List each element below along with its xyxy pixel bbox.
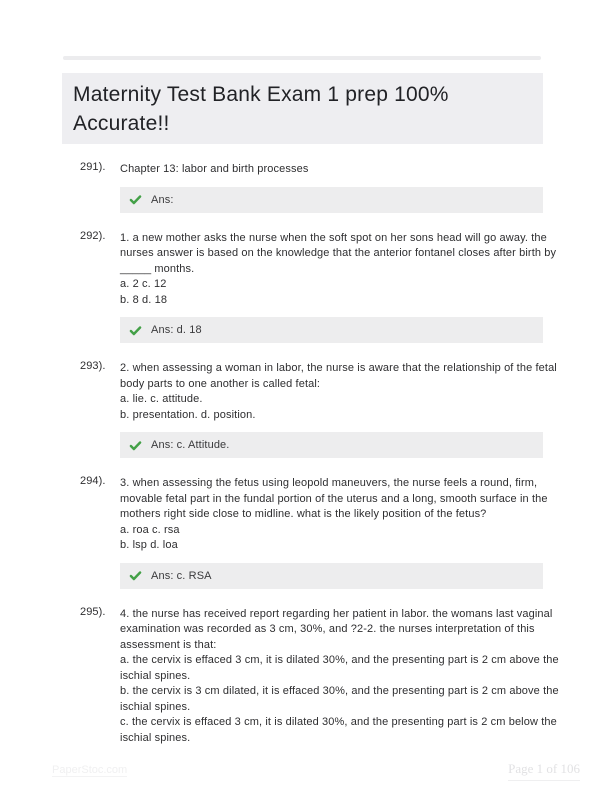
question-text-line: ischial spines. xyxy=(120,700,191,713)
question-text-line: a. 2 c. 12 xyxy=(120,278,167,290)
question-number: 291). xyxy=(80,161,106,173)
answer-box xyxy=(120,432,543,458)
question-item xyxy=(80,605,559,747)
question-text-line: b. lsp d. loa xyxy=(120,539,178,551)
question-text-line: _____ months. xyxy=(120,262,195,275)
question-text-line: nurses answer is based on the knowledge that the anterior fontanel closes after birth by xyxy=(120,247,557,259)
question-text-line: examination was recorded as 3 cm, 30%, and ?2-2. the nurses interpretation of this xyxy=(120,623,535,635)
question-text-line: ischial spines. xyxy=(120,731,191,744)
answer-text: Ans: c. Attitude. xyxy=(151,439,230,451)
top-divider xyxy=(63,56,541,60)
watermark-link[interactable]: PaperStoc.com xyxy=(52,764,128,776)
answer-box xyxy=(120,563,543,589)
question-body xyxy=(120,162,543,213)
questions-list xyxy=(80,161,559,764)
question-text-line: a. lie. c. attitude. xyxy=(120,393,203,405)
question-text-line: mothers right side close to midline. what is the likely position of the fetus? xyxy=(120,508,487,520)
answer-box xyxy=(120,187,543,213)
question-text-line: movable fetal part in the fundal portion of the uterus and a long, smooth surface in the xyxy=(120,492,548,505)
question-text-line: Chapter 13: labor and birth processes xyxy=(120,163,309,175)
question-item xyxy=(80,162,543,213)
question-number: 294). xyxy=(80,475,106,487)
question-text-line: a. roa c. rsa xyxy=(120,523,180,536)
check-icon xyxy=(129,569,142,582)
page-title-line-1: Maternity Test Bank Exam 1 prep 100% xyxy=(73,83,449,106)
question-body xyxy=(120,607,559,747)
check-icon xyxy=(129,324,142,337)
page-number-label: Page 1 of 106 xyxy=(508,761,580,781)
question-text-line: ischial spines. xyxy=(120,669,191,682)
question-body xyxy=(120,231,557,344)
question-text-line: a. the cervix is effaced 3 cm, it is dilated 30%, and the presenting part is 2 cm above the xyxy=(120,654,559,666)
page-title-line-2: Accurate!! xyxy=(73,112,170,135)
question-text-line: 3. when assessing the fetus using leopold maneuvers, the nurse feels a round, firm, xyxy=(120,477,538,489)
answer-text: Ans: xyxy=(151,193,174,206)
check-icon xyxy=(129,193,142,206)
check-icon xyxy=(129,439,142,452)
question-number: 295). xyxy=(80,605,106,618)
question-item xyxy=(80,475,548,589)
question-text-line: 1. a new mother asks the nurse when the soft spot on her sons head will go away. the xyxy=(120,231,547,244)
answer-box xyxy=(120,317,543,343)
question-text-line: 4. the nurse has received report regarding her patient in labor. the womans last vaginal xyxy=(120,607,553,620)
question-number: 293). xyxy=(80,360,106,372)
question-text-line: body parts to one another is called fetal: xyxy=(120,377,321,390)
question-text-line: 2. when assessing a woman in labor, the nurse is aware that the relationship of the fetal xyxy=(120,362,557,374)
answer-text: Ans: d. 18 xyxy=(151,324,202,336)
question-item xyxy=(80,360,557,458)
question-number: 292). xyxy=(80,229,106,242)
page-title xyxy=(62,73,543,144)
question-item xyxy=(80,229,557,344)
question-text-line: assessment is that: xyxy=(120,638,217,651)
question-text-line: c. the cervix is effaced 3 cm, it is dilated 30%, and the presenting part is 2 cm below the xyxy=(120,716,557,728)
question-body xyxy=(120,361,557,458)
answer-text: Ans: c. RSA xyxy=(151,569,212,582)
page-footer xyxy=(0,761,606,783)
question-text-line: b. 8 d. 18 xyxy=(120,293,168,306)
question-text-line: b. the cervix is 3 cm dilated, it is effaced 30%, and the presenting part is 2 cm above the xyxy=(120,685,559,697)
question-text-line: b. presentation. d. position. xyxy=(120,408,256,421)
question-body xyxy=(120,476,548,589)
